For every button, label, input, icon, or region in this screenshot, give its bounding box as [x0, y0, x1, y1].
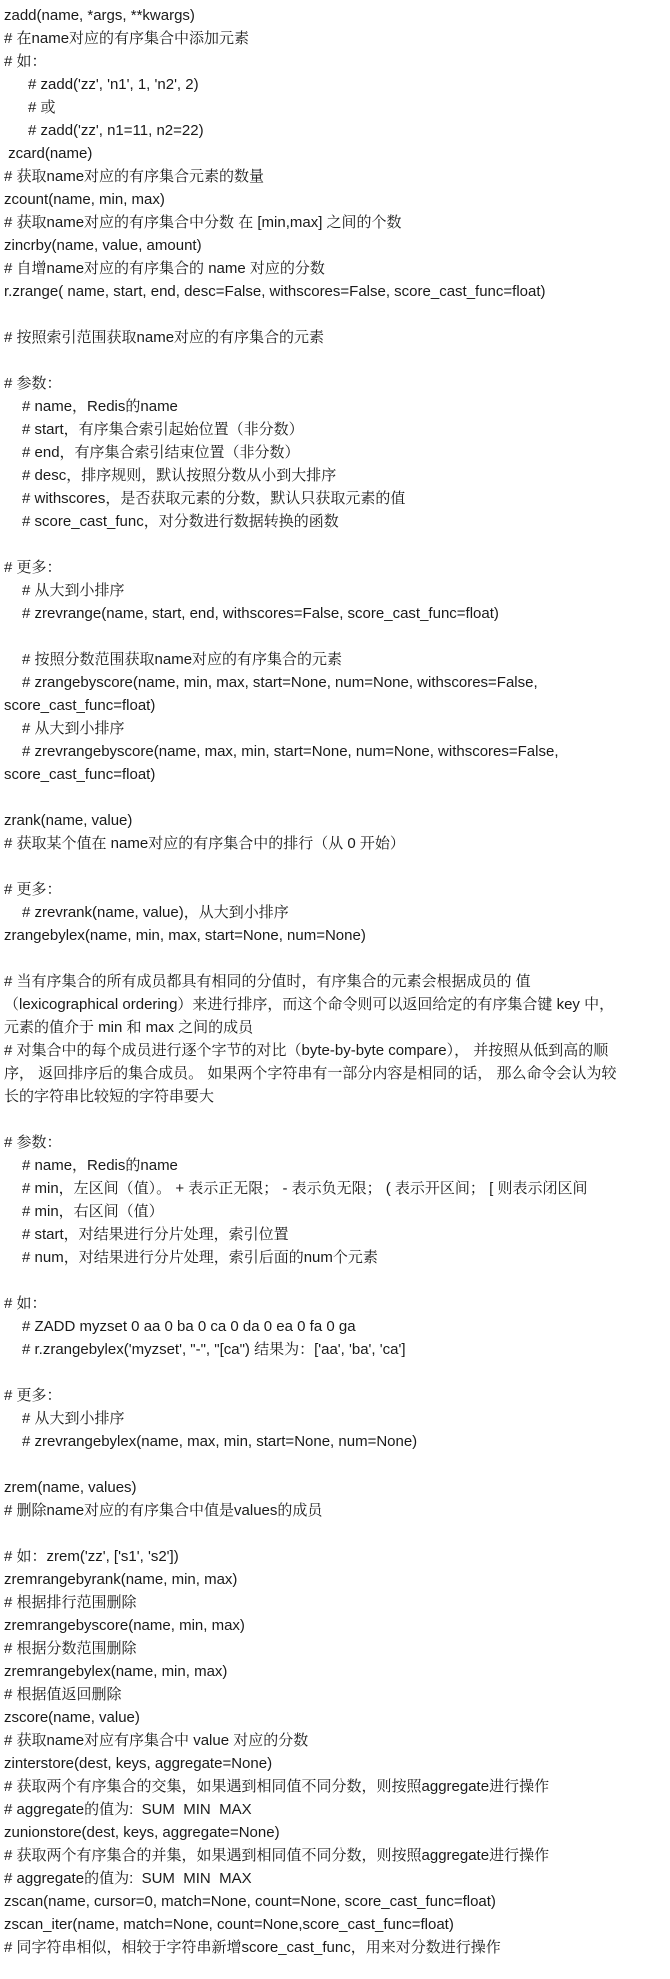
text-line: zscan(name, cursor=0, match=None, count=None, score_cast_func=float): [4, 1893, 496, 1910]
text-line: # 按照索引范围获取name对应的有序集合的元素: [4, 329, 325, 346]
text-line: # zadd('zz', n1=11, n2=22): [28, 122, 204, 139]
text-line: # withscores，是否获取元素的分数，默认只获取元素的值: [22, 490, 406, 507]
text-line: # 更多：: [4, 1387, 62, 1404]
text-line: # name，Redis的name: [22, 1157, 178, 1174]
blank-line: [4, 786, 666, 809]
text-line: score_cast_func=float): [4, 766, 156, 783]
text-line: # 在name对应的有序集合中添加元素: [4, 30, 250, 47]
text-line: # 从大到小排序: [22, 1410, 125, 1427]
text-line: zinterstore(dest, keys, aggregate=None): [4, 1755, 273, 1772]
text-line: # 获取两个有序集合的并集，如果遇到相同值不同分数，则按照aggregate进行操作: [4, 1847, 550, 1864]
text-line: # 对集合中的每个成员进行逐个字节的对比（byte-by-byte compare）， 并按照从低到高的顺: [4, 1042, 609, 1059]
text-line: zremrangebylex(name, min, max): [4, 1663, 228, 1680]
text-line: # zrevrangebyscore(name, max, min, start=None, num=None, withscores=False,: [22, 743, 559, 760]
text-line: # ZADD myzset 0 aa 0 ba 0 ca 0 da 0 ea 0 fa 0 ga: [22, 1318, 356, 1335]
blank-line: [4, 855, 666, 878]
text-line: # start，对结果进行分片处理，索引位置: [22, 1226, 289, 1243]
text-line: # 获取某个值在 name对应的有序集合中的排行（从 0 开始）: [4, 835, 405, 852]
text-line: # 当有序集合的所有成员都具有相同的分值时，有序集合的元素会根据成员的 值: [4, 973, 531, 990]
text-line: # 获取两个有序集合的交集，如果遇到相同值不同分数，则按照aggregate进行操作: [4, 1778, 550, 1795]
text-line: # num，对结果进行分片处理，索引后面的num个元素: [22, 1249, 378, 1266]
blank-line: [4, 533, 666, 556]
blank-line: [4, 947, 666, 970]
text-line: zunionstore(dest, keys, aggregate=None): [4, 1824, 280, 1841]
text-line: # zadd('zz', 'n1', 1, 'n2', 2): [28, 76, 199, 93]
text-line: zrank(name, value): [4, 812, 133, 829]
text-line: # start，有序集合索引起始位置（非分数）: [22, 421, 304, 438]
text-line: # 获取name对应的有序集合元素的数量: [4, 168, 265, 185]
blank-line: [4, 1269, 666, 1292]
text-line: r.zrange( name, start, end, desc=False, withscores=False, score_cast_func=float): [4, 283, 546, 300]
document-body: [4, 4, 666, 1959]
text-line: # zrevrangebylex(name, max, min, start=None, num=None): [22, 1433, 418, 1450]
text-line: zremrangebyrank(name, min, max): [4, 1571, 238, 1588]
text-line: # name，Redis的name: [22, 398, 178, 415]
text-line: # 参数：: [4, 1134, 62, 1151]
text-line: # 参数：: [4, 375, 62, 392]
text-line: # 获取name对应的有序集合中分数 在 [min,max] 之间的个数: [4, 214, 402, 231]
blank-line: [4, 1361, 666, 1384]
text-line: # zrangebyscore(name, min, max, start=None, num=None, withscores=False,: [22, 674, 538, 691]
text-line: zremrangebyscore(name, min, max): [4, 1617, 245, 1634]
text-line: # 如：zrem('zz', ['s1', 's2']): [4, 1548, 179, 1565]
text-line: （lexicographical ordering）来进行排序，而这个命令则可以返回给定的有序集合键 key 中，: [4, 996, 615, 1013]
text-line: # score_cast_func，对分数进行数据转换的函数: [22, 513, 339, 530]
text-line: 长的字符串比较短的字符串要大: [4, 1088, 215, 1105]
blank-line: [4, 303, 666, 326]
text-line: # 根据排行范围删除: [4, 1594, 137, 1611]
text-line: # zrevrange(name, start, end, withscores=False, score_cast_func=float): [22, 605, 499, 622]
text-line: # 自增name对应的有序集合的 name 对应的分数: [4, 260, 325, 277]
text-line: # 从大到小排序: [22, 720, 125, 737]
text-line: zscan_iter(name, match=None, count=None,score_cast_func=float): [4, 1916, 454, 1933]
blank-line: [4, 1453, 666, 1476]
blank-line: [4, 349, 666, 372]
text-line: # aggregate的值为: SUM MIN MAX: [4, 1801, 252, 1818]
text-line: zscore(name, value): [4, 1709, 140, 1726]
text-line: # r.zrangebylex('myzset', "-", "[ca") 结果为：['aa', 'ba', 'ca']: [22, 1341, 406, 1358]
text-line: score_cast_func=float): [4, 697, 156, 714]
text-line: # 根据值返回删除: [4, 1686, 122, 1703]
text-line: # aggregate的值为: SUM MIN MAX: [4, 1870, 252, 1887]
text-line: # zrevrank(name, value)，从大到小排序: [22, 904, 289, 921]
text-line: # 同字符串相似，相较于字符串新增score_cast_func，用来对分数进行操作: [4, 1939, 501, 1956]
text-line: # 如：: [4, 53, 47, 70]
text-line: zcard(name): [4, 145, 93, 162]
text-line: # 更多：: [4, 881, 62, 898]
text-line: zincrby(name, value, amount): [4, 237, 202, 254]
text-line: # 更多：: [4, 559, 62, 576]
text-line: # 或: [28, 99, 56, 116]
text-line: # 获取name对应有序集合中 value 对应的分数: [4, 1732, 309, 1749]
text-line: zrangebylex(name, min, max, start=None, num=None): [4, 927, 366, 944]
text-line: 序， 返回排序后的集合成员。 如果两个字符串有一部分内容是相同的话， 那么命令会认为较: [4, 1065, 617, 1082]
blank-line: [4, 1108, 666, 1131]
blank-line: [4, 1522, 666, 1545]
text-line: # 删除name对应的有序集合中值是values的成员: [4, 1502, 323, 1519]
text-line: # end，有序集合索引结束位置（非分数）: [22, 444, 300, 461]
blank-line: [4, 625, 666, 648]
text-line: # min，右区间（值）: [22, 1203, 164, 1220]
text-line: zcount(name, min, max): [4, 191, 165, 208]
text-line: zrem(name, values): [4, 1479, 137, 1496]
text-line: # desc，排序规则，默认按照分数从小到大排序: [22, 467, 337, 484]
text-line: # 根据分数范围删除: [4, 1640, 137, 1657]
text-line: zadd(name, *args, **kwargs): [4, 7, 195, 24]
text-line: # 按照分数范围获取name对应的有序集合的元素: [22, 651, 343, 668]
text-line: # 从大到小排序: [22, 582, 125, 599]
text-line: # 如：: [4, 1295, 47, 1312]
text-line: 元素的值介于 min 和 max 之间的成员: [4, 1019, 254, 1036]
text-line: # min，左区间（值）。 + 表示正无限； - 表示负无限； ( 表示开区间； [ 则表示闭区间: [22, 1180, 588, 1197]
